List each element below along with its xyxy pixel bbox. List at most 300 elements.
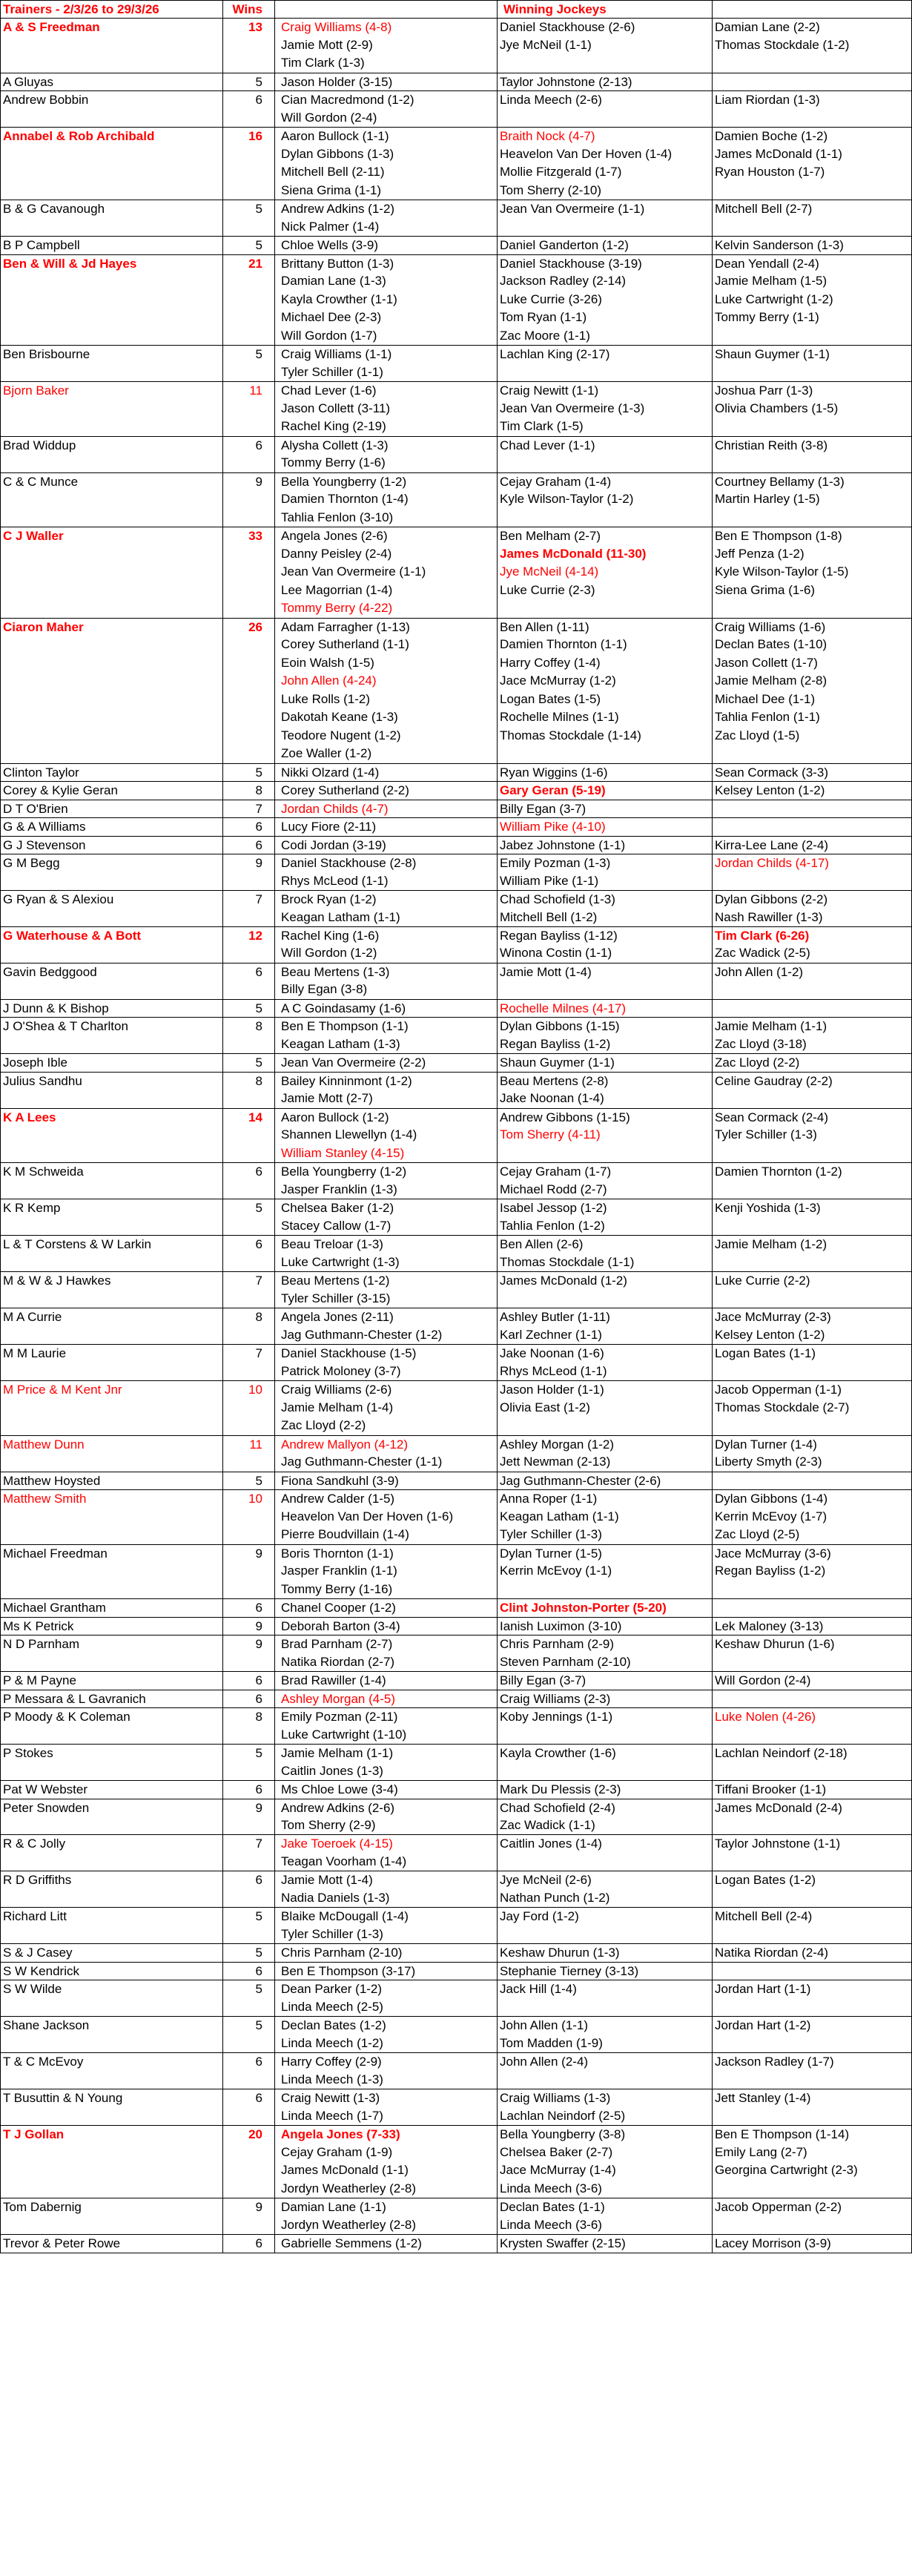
- table-row: [0, 2125, 912, 2143]
- jockey-cell: Logan Bates (1-5): [500, 691, 601, 706]
- table-row: [0, 2071, 912, 2089]
- table-row: [0, 1780, 912, 1798]
- jockey-cell: Billy Egan (3-8): [281, 982, 368, 997]
- trainer-name: G Waterhouse & A Bott: [3, 928, 142, 943]
- table-row: [0, 2089, 912, 2106]
- trainer-name: Trevor & Peter Rowe: [3, 2236, 121, 2251]
- jockey-cell: Kayla Crowther (1-1): [281, 291, 397, 306]
- jockey-cell: Jace McMurray (1-4): [500, 2163, 616, 2178]
- table-row: [0, 1671, 912, 1689]
- trainer-name: Ms K Petrick: [3, 1618, 74, 1633]
- table-row: [0, 1380, 912, 1398]
- jockey-cell: Zac Lloyd (1-5): [715, 728, 800, 742]
- jockey-cell: Jamie Melham (1-5): [715, 274, 827, 289]
- table-row: [0, 672, 912, 690]
- jockey-cell: Craig Williams (1-3): [500, 2091, 611, 2106]
- jockey-cell: Natika Riordan (2-7): [281, 1654, 395, 1669]
- jockey-cell: Christian Reith (3-8): [715, 438, 828, 452]
- jockey-cell: Jye McNeil (1-1): [500, 37, 592, 52]
- jockey-cell: Linda Meech (1-7): [281, 2108, 383, 2123]
- jockey-cell: Damien Thornton (1-1): [500, 637, 627, 652]
- jockey-cell: Logan Bates (1-1): [715, 1346, 816, 1361]
- trainer-name: A & S Freedman: [3, 20, 100, 35]
- jockey-cell: Rachel King (2-19): [281, 419, 386, 434]
- wins-count: 20: [248, 2127, 262, 2142]
- wins-count: 6: [255, 820, 262, 834]
- jockey-cell: Lee Magorrian (1-4): [281, 582, 393, 597]
- jockey-cell: Zac Lloyd (3-18): [715, 1036, 807, 1051]
- jockey-cell: Tyler Schiller (3-15): [281, 1291, 391, 1305]
- jockey-cell: Nash Rawiller (1-3): [715, 909, 823, 924]
- jockey-cell: Krysten Swaffer (2-15): [500, 2236, 626, 2251]
- jockey-cell: Will Gordon (2-4): [715, 1673, 811, 1688]
- table-row: [0, 1199, 912, 1216]
- jockey-cell: Luke Currie (2-2): [715, 1274, 810, 1288]
- jockey-cell: Dylan Gibbons (2-2): [715, 892, 828, 906]
- jockey-cell: Angela Jones (2-11): [281, 1310, 394, 1325]
- jockey-cell: Jean Van Overmeire (1-1): [281, 564, 426, 579]
- jockey-cell: Linda Meech (2-5): [281, 1999, 383, 2014]
- jockey-cell: Teodore Nugent (1-2): [281, 728, 401, 742]
- jockey-cell: Jordyn Weatherley (2-8): [281, 2181, 417, 2195]
- jockey-cell: Daniel Ganderton (1-2): [500, 238, 629, 253]
- wins-count: 5: [255, 74, 262, 89]
- wins-count: 5: [255, 1055, 262, 1070]
- jockey-cell: Rhys McLeod (1-1): [500, 1363, 607, 1378]
- table-row: [0, 381, 912, 399]
- jockey-cell: Deborah Barton (3-4): [281, 1618, 400, 1633]
- trainer-name: M A Currie: [3, 1310, 62, 1325]
- jockey-cell: Jean Van Overmeire (2-2): [281, 1055, 426, 1070]
- jockey-cell: Cejay Graham (1-9): [281, 2144, 393, 2159]
- table-row: [0, 800, 912, 817]
- table-row: [0, 890, 912, 908]
- table-row: [0, 1707, 912, 1725]
- jockey-cell: Ianish Luximon (3-10): [500, 1618, 622, 1633]
- wins-count: 5: [255, 765, 262, 780]
- table-row: [0, 272, 912, 290]
- column-divider: [274, 0, 275, 2253]
- jockey-cell: Chloe Wells (3-9): [281, 238, 379, 253]
- jockey-cell: Ben E Thompson (1-1): [281, 1019, 409, 1034]
- jockey-cell: Michael Dee (1-1): [715, 691, 816, 706]
- trainer-name: K R Kemp: [3, 1201, 61, 1216]
- jockey-cell: Lachlan Neindorf (2-18): [715, 1746, 847, 1761]
- table-row: [0, 817, 912, 835]
- table-row: [0, 1816, 912, 1834]
- jockey-cell: Gabrielle Semmens (1-2): [281, 2236, 422, 2251]
- table-row: [0, 454, 912, 472]
- jockey-cell: Brad Rawiller (1-4): [281, 1673, 386, 1688]
- jockey-cell: Jason Holder (3-15): [281, 74, 393, 89]
- jockey-cell: Isabel Jessop (1-2): [500, 1201, 607, 1216]
- wins-count: 5: [255, 1001, 262, 1015]
- wins-count: 5: [255, 238, 262, 253]
- jockey-cell: Angela Jones (2-6): [281, 529, 388, 544]
- jockey-cell: Lachlan King (2-17): [500, 347, 610, 362]
- jockey-cell: Tommy Berry (1-16): [281, 1581, 393, 1596]
- wins-count: 6: [255, 1601, 262, 1615]
- table-row: [0, 727, 912, 745]
- jockey-cell: Mollie Fitzgerald (1-7): [500, 165, 622, 179]
- jockey-cell: Jace McMurray (1-2): [500, 673, 616, 688]
- trainer-name: G & A Williams: [3, 820, 86, 834]
- jockey-cell: Jamie Melham (1-4): [281, 1400, 394, 1414]
- table-row: [0, 2198, 912, 2216]
- table-row: [0, 309, 912, 326]
- trainer-name: K A Lees: [3, 1110, 56, 1124]
- table-row: [0, 200, 912, 217]
- jockey-cell: Brittany Button (1-3): [281, 256, 394, 271]
- jockey-cell: Sean Cormack (3-3): [715, 765, 829, 780]
- jockey-cell: Damien Thornton (1-4): [281, 492, 409, 507]
- jockey-cell: Jett Stanley (1-4): [715, 2091, 811, 2106]
- wins-count: 6: [255, 1165, 262, 1179]
- table-row: [0, 2216, 912, 2234]
- jockey-cell: Luke Rolls (1-2): [281, 691, 370, 706]
- jockey-cell: Dylan Gibbons (1-3): [281, 146, 394, 161]
- jockey-cell: Jasper Franklin (1-1): [281, 1564, 397, 1578]
- jockey-cell: Braith Nock (4-7): [500, 129, 595, 144]
- jockey-cell: Ashley Butler (1-11): [500, 1310, 610, 1325]
- table-row: [0, 1035, 912, 1053]
- jockey-cell: Jay Ford (1-2): [500, 1909, 579, 1924]
- wins-count: 14: [248, 1110, 262, 1124]
- jockey-cell: Tom Ryan (1-1): [500, 310, 587, 325]
- table-row: [0, 490, 912, 508]
- trainer-name: D T O'Brien: [3, 801, 68, 816]
- trainer-name: Ben Brisbourne: [3, 347, 90, 362]
- jockey-cell: Jag Guthmann-Chester (1-2): [281, 1327, 443, 1342]
- jockey-cell: Aaron Bullock (1-1): [281, 129, 389, 144]
- table-row: [0, 73, 912, 90]
- jockey-cell: Jamie Melham (1-1): [715, 1019, 827, 1034]
- wins-count: 6: [255, 1873, 262, 1888]
- jockey-cell: John Allen (1-2): [715, 964, 804, 979]
- jockey-cell: Jackson Radley (1-7): [715, 2055, 834, 2069]
- jockey-cell: Martin Harley (1-5): [715, 492, 820, 507]
- jockey-cell: Caitlin Jones (1-4): [500, 1837, 602, 1851]
- wins-count: 8: [255, 783, 262, 798]
- jockey-cell: Tyler Schiller (1-3): [281, 1926, 383, 1941]
- table-row: [0, 1581, 912, 1598]
- jockey-cell: James McDonald (11-30): [500, 546, 647, 561]
- jockey-cell: Ben E Thompson (3-17): [281, 1963, 416, 1978]
- jockey-cell: Chelsea Baker (2-7): [500, 2144, 613, 2159]
- jockey-cell: Jordyn Weatherley (2-8): [281, 2217, 417, 2232]
- wins-count: 11: [249, 383, 262, 398]
- jockey-cell: Will Gordon (1-7): [281, 328, 377, 343]
- jockey-cell: Harry Coffey (2-9): [281, 2055, 382, 2069]
- trainer-name: R & C Jolly: [3, 1837, 66, 1851]
- jockey-cell: Kenji Yoshida (1-3): [715, 1201, 821, 1216]
- trainer-name: Bjorn Baker: [3, 383, 69, 398]
- jockey-cell: Emily Lang (2-7): [715, 2144, 807, 2159]
- jockey-cell: Craig Newitt (1-1): [500, 383, 599, 398]
- jockey-cell: Daniel Stackhouse (3-19): [500, 256, 642, 271]
- jockey-cell: Tommy Berry (1-1): [715, 310, 819, 325]
- jockey-cell: Michael Rodd (2-7): [500, 1182, 607, 1196]
- trainer-name: C J Waller: [3, 529, 64, 544]
- jockey-cell: Olivia East (1-2): [500, 1400, 590, 1414]
- table-row: [0, 636, 912, 653]
- jockey-cell: James McDonald (1-2): [500, 1274, 627, 1288]
- wins-count: 9: [255, 1800, 262, 1815]
- jockey-cell: Rochelle Milnes (1-1): [500, 710, 619, 725]
- jockey-cell: Tahlia Fenlon (3-10): [281, 510, 394, 524]
- jockey-cell: Keagan Latham (1-1): [500, 1509, 619, 1523]
- jockey-cell: Tom Sherry (2-9): [281, 1818, 376, 1832]
- jockey-cell: Danny Peisley (2-4): [281, 546, 392, 561]
- trainer-name: Matthew Smith: [3, 1492, 87, 1506]
- trainer-name: Ben & Will & Jd Hayes: [3, 256, 137, 271]
- table-row: [0, 1998, 912, 2016]
- jockey-cell: Caitlin Jones (1-3): [281, 1763, 383, 1778]
- jockey-cell: Damian Lane (1-3): [281, 274, 386, 289]
- table-header: [0, 0, 912, 18]
- jockey-cell: Keshaw Dhurun (1-3): [500, 1946, 620, 1960]
- jockey-cell: Mitchell Bell (2-11): [281, 165, 385, 179]
- trainer-name: B P Campbell: [3, 238, 80, 253]
- jockey-cell: Zac Wadick (1-1): [500, 1818, 595, 1832]
- wins-count: 5: [255, 1746, 262, 1761]
- table-row: [0, 509, 912, 527]
- wins-count: 5: [255, 202, 262, 217]
- jockey-cell: Zac Lloyd (2-2): [281, 1418, 366, 1433]
- wins-count: 6: [255, 1691, 262, 1706]
- jockey-cell: Tom Sherry (2-10): [500, 182, 601, 197]
- table-row: [0, 472, 912, 490]
- jockey-cell: Jasper Franklin (1-3): [281, 1182, 397, 1196]
- jockey-cell: Thomas Stockdale (1-2): [715, 37, 850, 52]
- jockey-cell: A C Goindasamy (1-6): [281, 1001, 406, 1015]
- wins-count: 7: [255, 1837, 262, 1851]
- table-row: [0, 145, 912, 163]
- jockey-cell: Jamie Mott (2-7): [281, 1091, 373, 1106]
- jockey-cell: Taylor Johnstone (2-13): [500, 74, 632, 89]
- table-row: [0, 218, 912, 236]
- wins-count: 5: [255, 2018, 262, 2033]
- jockey-cell: Thomas Stockdale (2-7): [715, 1400, 850, 1414]
- jockey-cell: James McDonald (1-1): [281, 2163, 409, 2178]
- jockey-cell: Tom Sherry (4-11): [500, 1127, 601, 1142]
- jockey-cell: Winona Costin (1-1): [500, 946, 612, 961]
- table-row: [0, 2035, 912, 2052]
- jockey-cell: Natika Riordan (2-4): [715, 1946, 829, 1960]
- jockey-cell: Jordan Childs (4-17): [715, 856, 830, 871]
- jockey-cell: Mark Du Plessis (2-3): [500, 1782, 621, 1797]
- trainer-name: P Moody & K Coleman: [3, 1710, 130, 1725]
- jockey-cell: Jake Toeroek (4-15): [281, 1837, 393, 1851]
- table-row: [0, 708, 912, 726]
- trainer-name: Annabel & Rob Archibald: [3, 129, 155, 144]
- table-row: [0, 1690, 912, 1707]
- table-row: [0, 127, 912, 145]
- table-row: [0, 1126, 912, 1144]
- jockey-cell: Jordan Childs (4-7): [281, 801, 389, 816]
- jockey-cell: Lachlan Neindorf (2-5): [500, 2108, 626, 2123]
- jockey-cell: Tommy Berry (4-22): [281, 601, 393, 616]
- trainer-name: N D Parnham: [3, 1637, 79, 1652]
- jockey-cell: Liberty Smyth (2-3): [715, 1455, 822, 1469]
- table-row: [0, 1744, 912, 1762]
- jockey-cell: William Stanley (4-15): [281, 1145, 405, 1160]
- jockey-cell: Aaron Bullock (1-2): [281, 1110, 389, 1124]
- jockey-cell: Jason Collett (3-11): [281, 401, 391, 415]
- trainer-name: Matthew Hoysted: [3, 1473, 101, 1488]
- jockey-cell: Emily Pozman (2-11): [281, 1710, 398, 1725]
- trainer-name: G Ryan & S Alexiou: [3, 892, 114, 906]
- wins-count: 5: [255, 347, 262, 362]
- table-row: [0, 1344, 912, 1362]
- jockey-cell: Damian Lane (2-2): [715, 20, 820, 35]
- jockey-cell: Mitchell Bell (2-7): [715, 202, 813, 217]
- jockey-cell: Kyle Wilson-Taylor (1-2): [500, 492, 634, 507]
- table-row: [0, 109, 912, 127]
- jockey-cell: Regan Bayliss (1-12): [500, 928, 618, 943]
- trainer-name: M Price & M Kent Jnr: [3, 1383, 122, 1397]
- table-row: [0, 163, 912, 181]
- table-row: [0, 2144, 912, 2161]
- trainer-name: Pat W Webster: [3, 1782, 87, 1797]
- trainer-name: Tom Dabernig: [3, 2200, 82, 2215]
- jockey-cell: Jason Holder (1-1): [500, 1383, 604, 1397]
- jockey-cell: Andrew Mallyon (4-12): [281, 1437, 409, 1452]
- jockey-cell: Luke Cartwright (1-10): [281, 1727, 407, 1742]
- table-row: [0, 745, 912, 762]
- jockey-cell: Beau Mertens (2-8): [500, 1073, 609, 1088]
- trainer-name: C & C Munce: [3, 474, 79, 489]
- table-row: [0, 1017, 912, 1035]
- jockey-cell: Rhys McLeod (1-1): [281, 873, 389, 888]
- jockey-cell: Courtney Bellamy (1-3): [715, 474, 845, 489]
- jockey-cell: William Pike (4-10): [500, 820, 606, 834]
- table-row: [0, 1453, 912, 1471]
- jockey-cell: Cejay Graham (1-7): [500, 1165, 612, 1179]
- jockey-cell: Jackson Radley (2-14): [500, 274, 627, 289]
- table-row: [0, 363, 912, 381]
- jockey-cell: Koby Jennings (1-1): [500, 1710, 613, 1725]
- wins-count: 7: [255, 892, 262, 906]
- wins-count: 7: [255, 801, 262, 816]
- jockey-cell: Rachel King (1-6): [281, 928, 380, 943]
- jockey-cell: Luke Nolen (4-26): [715, 1710, 816, 1725]
- jockey-cell: Mitchell Bell (1-2): [500, 909, 598, 924]
- table-row: [0, 2234, 912, 2252]
- wins-count: 21: [248, 256, 262, 271]
- jockey-cell: Jag Guthmann-Chester (2-6): [500, 1473, 661, 1488]
- wins-count: 9: [255, 1546, 262, 1561]
- jockey-cell: Bailey Kinninmont (1-2): [281, 1073, 412, 1088]
- jockey-cell: Heavelon Van Der Hoven (1-4): [500, 146, 673, 161]
- wins-count: 5: [255, 1946, 262, 1960]
- table-row: [0, 1834, 912, 1852]
- jockey-cell: Tim Clark (1-5): [500, 419, 584, 434]
- table-row: [0, 1762, 912, 1780]
- wins-count: 6: [255, 964, 262, 979]
- table-row: [0, 1326, 912, 1344]
- column-divider: [222, 0, 223, 2253]
- wins-count: 26: [248, 619, 262, 634]
- jockey-cell: Chad Lever (1-1): [500, 438, 595, 452]
- table-row: [0, 1217, 912, 1235]
- table-row: [0, 2107, 912, 2125]
- jockey-cell: Ben Allen (2-6): [500, 1237, 584, 1252]
- table-row: [0, 1508, 912, 1526]
- jockey-cell: Thomas Stockdale (1-14): [500, 728, 641, 742]
- table-row: [0, 1871, 912, 1888]
- jockey-cell: Jack Hill (1-4): [500, 1982, 577, 1997]
- jockey-cell: Daniel Stackhouse (2-8): [281, 856, 417, 871]
- jockey-cell: Ben Melham (2-7): [500, 529, 601, 544]
- trainer-name: P Stokes: [3, 1746, 53, 1761]
- jockey-cell: John Allen (1-1): [500, 2018, 589, 2033]
- table-row: [0, 2180, 912, 2198]
- table-row: [0, 1635, 912, 1653]
- jockey-cell: Celine Gaudray (2-2): [715, 1073, 833, 1088]
- table-row: [0, 18, 912, 36]
- wins-count: 10: [248, 1383, 262, 1397]
- wins-count: 16: [248, 129, 262, 144]
- table-row: [0, 1290, 912, 1308]
- table-row: [0, 2052, 912, 2070]
- trainer-name: Joseph Ible: [3, 1055, 67, 1070]
- trainer-name: Matthew Dunn: [3, 1437, 85, 1452]
- table-row: [0, 90, 912, 108]
- jockey-cell: Jamie Mott (1-4): [500, 964, 592, 979]
- wins-count: 12: [248, 928, 262, 943]
- jockey-cell: Linda Meech (2-6): [500, 93, 602, 108]
- jockey-cell: Siena Grima (1-6): [715, 582, 816, 597]
- jockey-cell: Billy Egan (3-7): [500, 801, 586, 816]
- wins-count: 9: [255, 2200, 262, 2215]
- wins-count: 9: [255, 856, 262, 871]
- wins-count: 13: [248, 20, 262, 35]
- jockey-cell: Corey Sutherland (1-1): [281, 637, 409, 652]
- jockey-cell: Pierre Boudvillain (1-4): [281, 1527, 409, 1542]
- table-row: [0, 291, 912, 309]
- table-row: [0, 1181, 912, 1199]
- jockey-cell: Craig Newitt (1-3): [281, 2091, 380, 2106]
- jockey-cell: Kyle Wilson-Taylor (1-5): [715, 564, 849, 579]
- jockey-cell: Andrew Adkins (2-6): [281, 1800, 395, 1815]
- trainer-name: Brad Widdup: [3, 438, 76, 452]
- jockey-cell: Kerrin McEvoy (1-7): [715, 1509, 827, 1523]
- jockey-cell: Angela Jones (7-33): [281, 2127, 400, 2142]
- jockey-cell: Dean Yendall (2-4): [715, 256, 819, 271]
- wins-count: 6: [255, 837, 262, 852]
- jockey-cell: Jamie Melham (1-2): [715, 1237, 827, 1252]
- jockey-cell: Michael Dee (2-3): [281, 310, 382, 325]
- trainer-name: Julius Sandhu: [3, 1073, 82, 1088]
- jockey-cell: Gary Geran (5-19): [500, 783, 606, 798]
- table-row: [0, 1417, 912, 1434]
- table-row: [0, 1907, 912, 1925]
- jockey-cell: Shaun Guymer (1-1): [500, 1055, 615, 1070]
- jockey-cell: Jye McNeil (4-14): [500, 564, 599, 579]
- jockey-cell: Will Gordon (1-2): [281, 946, 377, 961]
- trainer-name: Michael Freedman: [3, 1546, 108, 1561]
- jockey-cell: Corey Sutherland (2-2): [281, 783, 409, 798]
- jockey-cell: Chanel Cooper (1-2): [281, 1601, 396, 1615]
- jockey-cell: Damian Lane (1-1): [281, 2200, 386, 2215]
- jockey-cell: Damien Boche (1-2): [715, 129, 828, 144]
- trainer-name: P Messara & L Gavranich: [3, 1691, 146, 1706]
- jockey-cell: Lek Maloney (3-13): [715, 1618, 824, 1633]
- jockey-cell: Emily Pozman (1-3): [500, 856, 611, 871]
- jockey-cell: Georgina Cartwright (2-3): [715, 2163, 858, 2178]
- table-row: [0, 1889, 912, 1907]
